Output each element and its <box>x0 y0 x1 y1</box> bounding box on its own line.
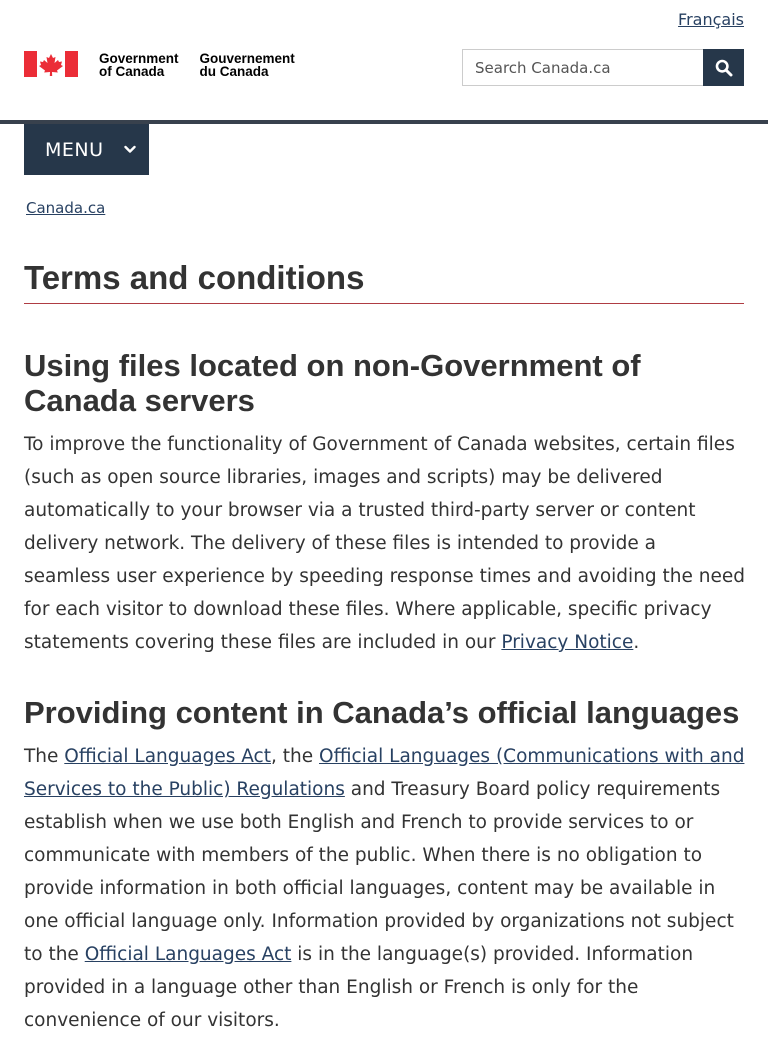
main-menu-button[interactable] <box>24 124 149 175</box>
signature-english <box>99 52 179 78</box>
signature-fr-line2: du Canada <box>199 64 269 79</box>
privacy-notice-link[interactable]: Privacy Notice <box>501 632 634 653</box>
paragraph-text: To improve the functionality of Government of Canada websites, certain files (such as open source libraries, images and scripts) may be delivered automatically to your browser via a trusted third-party server or content delivery network. The delivery of these files is intended to provide a seamless user experience by speeding response times and avoiding the need for each visitor to download these files. Where applicable, specific privacy statements covering these files are included in our <box>24 434 746 653</box>
signature-fr-line1: Gouvernement <box>199 51 295 66</box>
paragraph-text: is in the language(s) provided. Information provided in a language other than English or French is only for the convenience of our visitors. <box>24 944 694 1031</box>
search-input[interactable] <box>462 49 703 86</box>
breadcrumb-item-canada-ca[interactable]: Canada.ca <box>26 199 106 217</box>
paragraph-text: The <box>24 746 65 767</box>
section-heading: Providing content in Canada’s official languages <box>24 695 740 730</box>
signature-french <box>200 52 295 78</box>
signature-en-line1: Government <box>99 51 179 66</box>
section-paragraph <box>24 428 746 659</box>
main-content <box>24 348 746 1037</box>
magnifier-icon <box>715 59 733 77</box>
section-third-party-files <box>24 348 746 659</box>
search-button[interactable] <box>703 49 744 86</box>
signature-en-line2: of Canada <box>99 64 165 79</box>
paragraph-text: , the <box>271 746 320 767</box>
site-search <box>462 49 744 86</box>
canada-flag-icon <box>24 51 78 77</box>
title-underline <box>24 303 744 304</box>
chevron-down-icon <box>124 145 136 154</box>
breadcrumb <box>26 199 105 217</box>
page-title: Terms and conditions <box>24 259 365 296</box>
government-of-canada-logo[interactable] <box>24 51 295 81</box>
section-paragraph <box>24 740 746 1037</box>
paragraph-text: and Treasury Board policy requirements establish when we use both English and French to provide services to or communicate with members of the public. When there is no obligation to provide information in both official languages, content may be available in one official language only. Information provided by organizations not subject to the <box>24 779 734 965</box>
menu-label: MENU <box>45 138 104 161</box>
section-heading: Using files located on non-Government of Canada servers <box>24 348 641 418</box>
paragraph-text: . <box>633 632 640 653</box>
official-languages-act-link[interactable]: Official Languages Act <box>64 746 271 767</box>
official-languages-act-link[interactable]: Official Languages Act <box>84 944 292 965</box>
section-official-languages <box>24 695 746 1037</box>
official-languages-regulations-link[interactable]: Official Languages (Communications with and Services to the Public) Regulations <box>24 746 745 800</box>
language-toggle-link[interactable]: Français <box>678 10 744 29</box>
